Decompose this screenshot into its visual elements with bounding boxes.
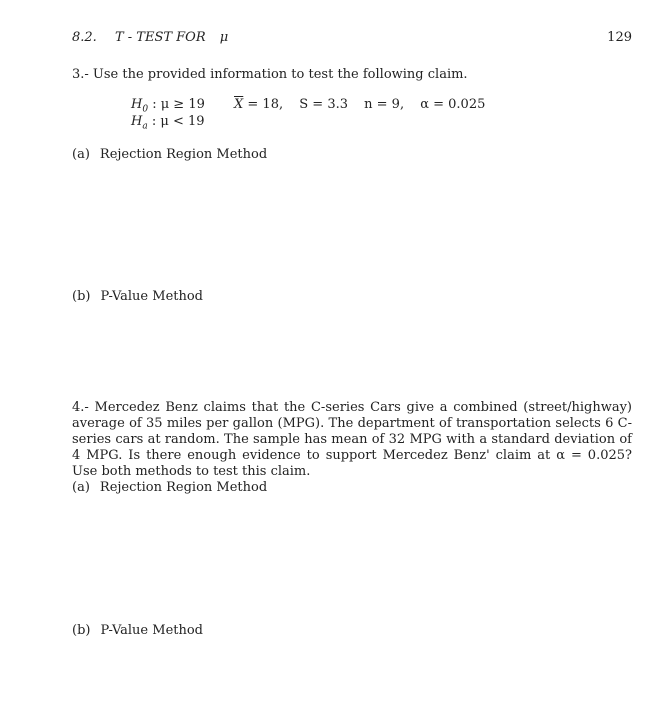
section-number: 8.2. xyxy=(72,30,97,45)
part-b-label: P-Value Method xyxy=(100,289,204,304)
alternative-hypothesis xyxy=(131,114,205,132)
xbar-symbol: $\overline{X}$ xyxy=(234,97,244,112)
page-number: 129 xyxy=(607,30,632,45)
mu-symbol: μ xyxy=(219,30,229,45)
ha-subscript: a xyxy=(142,121,148,132)
ha-text: : μ < 19 xyxy=(147,114,205,129)
problem-4-text: 4.- Mercedez Benz claims that the C-series Cars give a combined (street/highway) average of 35 miles per gallon (MPG). The department of transportation selects 6 C-series cars at random. The sample has mean of 32 MPG with a standard deviation of 4 MPG. Is there enough evidence to support Mercedez Benz' claim at α = 0.025? Use both methods to test this claim. xyxy=(72,400,632,479)
problem-4-part-a xyxy=(72,480,267,495)
h0-text: : μ ≥ 19 xyxy=(148,97,205,112)
running-header xyxy=(72,30,228,45)
xbar-value: = 18, xyxy=(243,97,284,112)
part-a-label: Rejection Region Method xyxy=(99,480,268,495)
part-a-label: Rejection Region Method xyxy=(99,147,268,162)
alpha-value: α = 0.025 xyxy=(420,97,486,112)
part-b-tag: (b) xyxy=(72,623,91,638)
section-title: T - TEST FOR xyxy=(114,30,206,45)
problem-3-part-a xyxy=(72,147,267,162)
null-hypothesis xyxy=(131,97,205,115)
sample-size-value: n = 9, xyxy=(364,97,405,112)
problem-4-part-b xyxy=(72,623,203,638)
h0-subscript: 0 xyxy=(142,104,149,115)
given-values xyxy=(234,97,485,112)
ha-label: H xyxy=(131,114,143,129)
h0-label: H xyxy=(131,97,143,112)
std-dev-value: S = 3.3 xyxy=(299,97,348,112)
problem-3-prompt: 3.- Use the provided information to test the following claim. xyxy=(72,67,468,82)
part-b-tag: (b) xyxy=(72,289,91,304)
part-a-tag: (a) xyxy=(72,147,90,162)
part-b-label: P-Value Method xyxy=(100,623,204,638)
part-a-tag: (a) xyxy=(72,480,90,495)
problem-3-part-b xyxy=(72,289,203,304)
